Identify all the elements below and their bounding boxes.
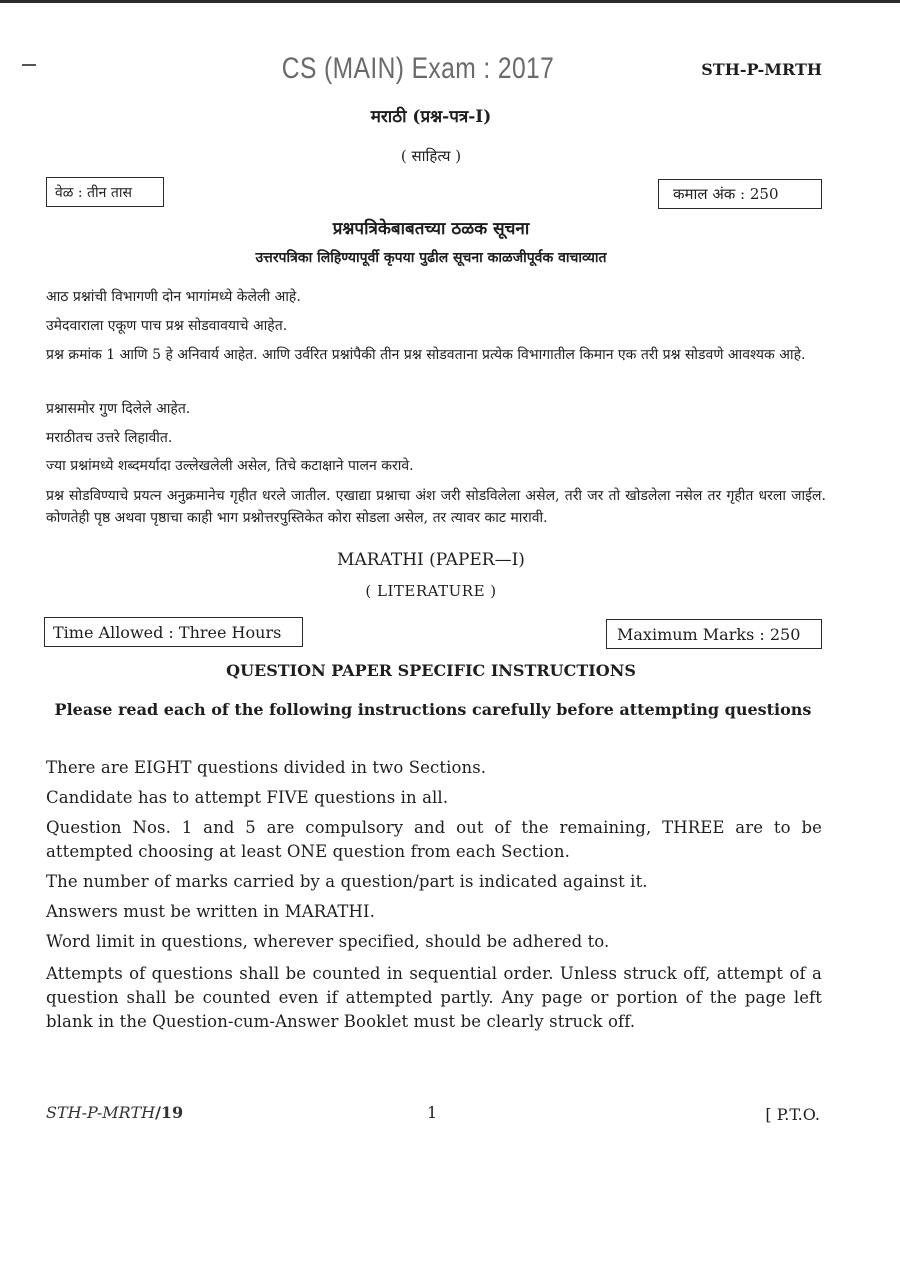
marathi-instruction-5: मराठीतच उत्तरे लिहावीत. [46,430,173,446]
marathi-instruction-2: उमेदवाराला एकूण पाच प्रश्न सोडवावयाचे आहेत. [46,318,288,334]
paper-code: STH-P-MRTH [701,60,822,79]
english-marks-box: Maximum Marks : 250 [606,619,822,649]
english-instruction-4: The number of marks carried by a question/part is indicated against it. [46,872,648,891]
footer-paper-code [46,1103,183,1122]
english-subheading: Please read each of the following instructions carefully before attempting questions [54,700,812,719]
footer-pto: [ P.T.O. [765,1105,820,1124]
marathi-instruction-3: प्रश्न क्रमांक 1 आणि 5 हे अनिवार्य आहेत. आणि उर्वरित प्रश्नांपैकी तीन प्रश्न सोडवताना प्रत्येक विभागातील किमान एक तरी प्रश्न सोडवणे आवश्यक आहे. [46,347,806,363]
english-subtitle: ( LITERATURE ) [365,582,497,600]
marathi-instruction-4: प्रश्नासमोर गुण दिलेले आहेत. [46,401,191,417]
footer-page-number: 1 [427,1103,438,1122]
marathi-subtitle: ( साहित्य ) [400,147,462,165]
english-heading: QUESTION PAPER SPECIFIC INSTRUCTIONS [226,661,636,680]
english-time-box: Time Allowed : Three Hours [44,617,303,647]
marathi-time-box: वेळ : तीन तास [46,177,164,207]
english-instruction-7: Attempts of questions shall be counted in sequential order. Unless struck off, attempt of a question shall be counted even if attempted partly. Any page or portion of the page left blank in the Question-cum-Answer Booklet must be clearly struck off. [46,964,822,1031]
footer-code-number: /19 [155,1103,184,1122]
english-instruction-2: Candidate has to attempt FIVE questions in all. [46,788,449,807]
english-subject: MARATHI (PAPER—I) [337,550,525,570]
marathi-subheading: उत्तरपत्रिका लिहिण्यापूर्वी कृपया पुढील सूचना काळजीपूर्वक वाचाव्यात [255,250,607,266]
marathi-instruction-7: प्रश्न सोडविण्याचे प्रयत्न अनुक्रमानेच गृहीत धरले जातील. एखाद्या प्रश्नाचा अंश जरी सोडविलेला असेल, तरी जर तो खोडलेला नसेल तर गृहीत धरला जाईल. कोणतेही पृष्ठ अथवा पृष्ठाचा काही भाग प्रश्नोत्तरपुस्तिकेत कोरा सोडला असेल, तर त्यावर काट मारावी. [46,488,826,526]
marathi-instruction-6: ज्या प्रश्नांमध्ये शब्दमर्यादा उल्लेखलेली असेल, तिचे कटाक्षाने पालन करावे. [46,458,414,474]
top-border-line [0,0,900,3]
english-instruction-1: There are EIGHT questions divided in two Sections. [46,758,487,777]
english-instruction-5: Answers must be written in MARATHI. [46,902,375,921]
footer-code-handwritten: STH-P-MRTH [46,1103,156,1122]
margin-mark [22,64,36,66]
english-instruction-3: Question Nos. 1 and 5 are compulsory and out of the remaining, THREE are to be attempted choosing at least ONE question from each Section. [46,818,822,861]
marathi-marks-box: कमाल अंक : 250 [658,179,822,209]
english-instruction-6: Word limit in questions, wherever specified, should be adhered to. [46,932,610,951]
marathi-heading: प्रश्नपत्रिकेबाबतच्या ठळक सूचना [332,219,530,239]
marathi-subject: मराठी (प्रश्न-पत्र-I) [370,107,492,127]
exam-title: CS (MAIN) Exam : 2017 [281,52,555,85]
marathi-instruction-1: आठ प्रश्नांची विभागणी दोन भागांमध्ये केलेली आहे. [46,289,301,305]
